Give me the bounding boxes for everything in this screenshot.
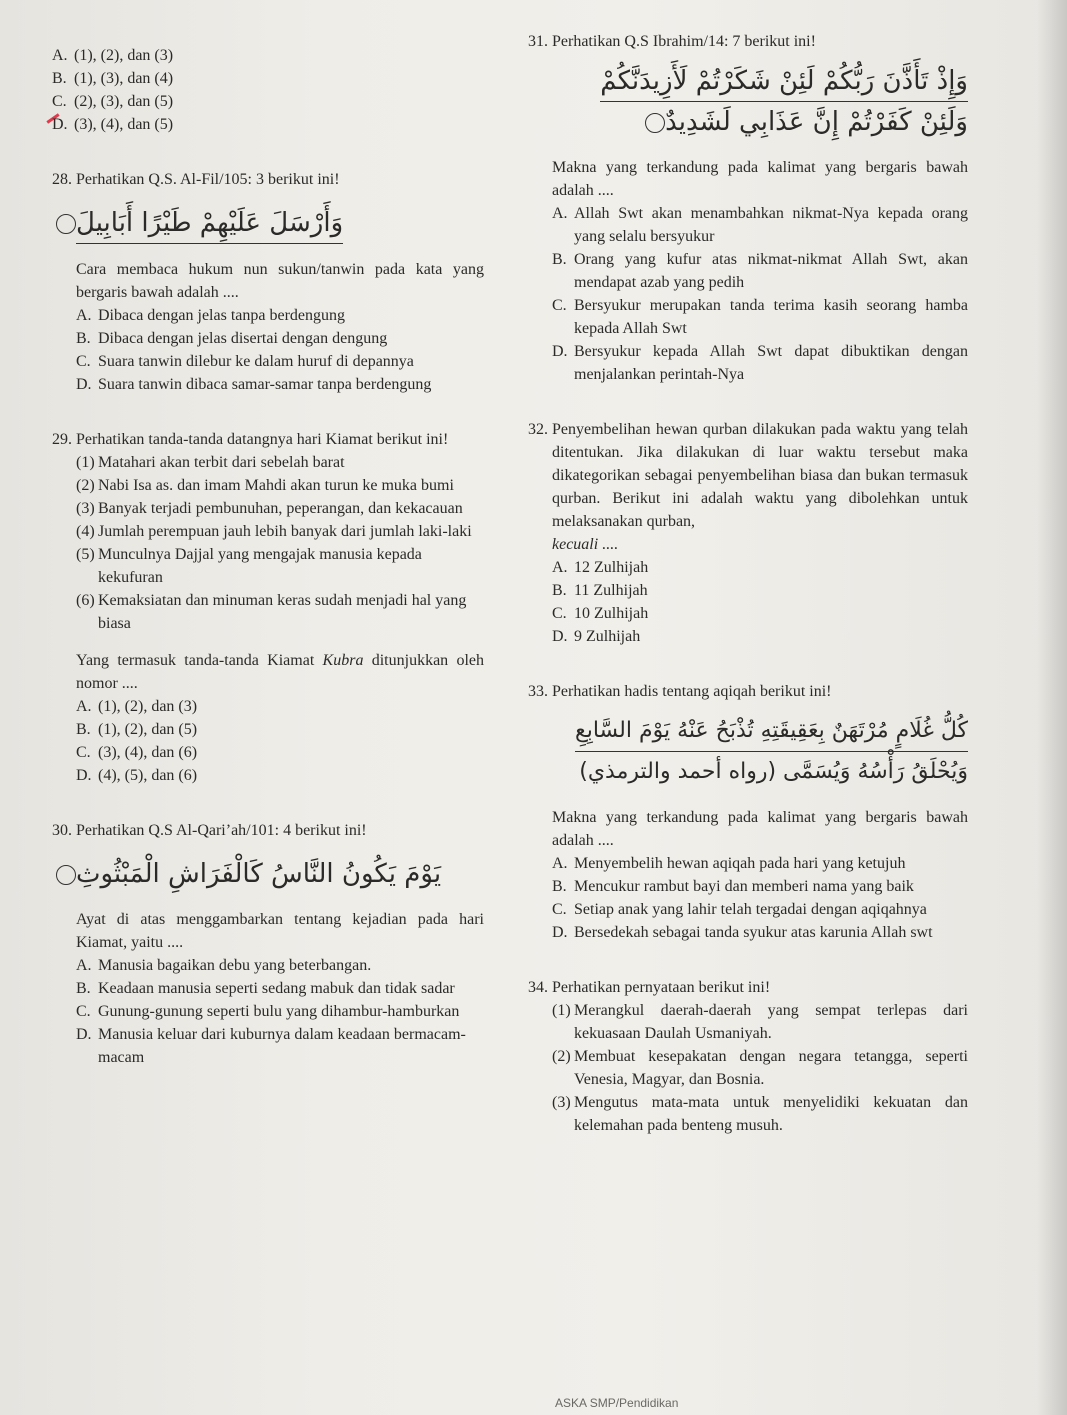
- page-footer: ASKA SMP/Pendidikan: [555, 1396, 679, 1410]
- option: A. Dibaca dengan jelas tanpa berdengung: [76, 307, 346, 324]
- option-selected: D. (3), (4), dan (5): [52, 113, 484, 136]
- right-column: [528, 30, 968, 1137]
- arabic-hadith-underlined: كُلُّ غُلَامٍ مُرْتَهَنٌ بِعَقِيقَتِهِ تُذْبَحُ عَنْهُ يَوْمَ السَّابِعِ: [575, 711, 968, 752]
- q30-arabic-block: [52, 842, 484, 894]
- option: D. Bersyukur kepada Allah Swt dapat dibuktikan dengan menjalankan perintah-Nya: [552, 343, 968, 383]
- q31-question: Makna yang terkandung pada kalimat yang bergaris bawah adalah ....: [552, 159, 968, 199]
- arabic-verse: يَوْمَ يَكُونُ النَّاسُ كَالْفَرَاشِ الْمَبْثُوثِ: [76, 859, 442, 889]
- page-fold-shadow: [1037, 0, 1067, 1415]
- option: D. (4), (5), dan (6): [76, 767, 198, 784]
- q32-kecuali: kecuali ....: [552, 536, 619, 553]
- question-31: 31. Perhatikan Q.S Ibrahim/14: 7 berikut ini!: [528, 33, 816, 50]
- q30-options: [52, 954, 484, 1069]
- ayah-end-icon: [645, 113, 665, 133]
- option: B. (1), (3), dan (4): [52, 70, 174, 87]
- q34-items: [528, 999, 968, 1137]
- option: B. Dibaca dengan jelas disertai dengan dengung: [76, 330, 388, 347]
- list-item: (4) Jumlah perempuan jauh lebih banyak dari jumlah laki-laki: [76, 523, 472, 540]
- arabic-verse: وَأَرْسَلَ عَلَيْهِمْ طَيْرًا أَبَابِيلَ: [76, 203, 343, 244]
- ayah-end-icon: [56, 214, 76, 234]
- option: C. (3), (4), dan (6): [76, 744, 198, 761]
- q33-options: [528, 852, 968, 944]
- option: B. Keadaan manusia seperti sedang mabuk dan tidak sadar: [76, 980, 455, 997]
- arabic-verse-underlined: وَإِذْ تَأَذَّنَ رَبُّكُمْ لَئِنْ شَكَرْتُمْ لَأَزِيدَنَّكُمْ: [600, 61, 968, 102]
- option: A. (1), (2), dan (3): [76, 698, 198, 715]
- list-item: (2) Nabi Isa as. dan imam Mahdi akan turun ke muka bumi: [76, 477, 454, 494]
- option: D. Manusia keluar dari kuburnya dalam keadaan bermacam-macam: [76, 1026, 466, 1066]
- option: A. Allah Swt akan menambahkan nikmat-Nya kepada orang yang selalu bersyukur: [552, 205, 968, 245]
- question-34: 34. Perhatikan pernyataan berikut ini!: [528, 979, 771, 996]
- list-item: (1) Merangkul daerah-daerah yang sempat terlepas dari kekuasaan Daulah Usmaniyah.: [552, 1002, 968, 1042]
- list-item: (3) Banyak terjadi pembunuhan, peperangan, dan kekacauan: [76, 500, 463, 517]
- option: D. Suara tanwin dibaca samar-samar tanpa berdengung: [76, 376, 432, 393]
- question-28: 28. Perhatikan Q.S. Al-Fil/105: 3 berikut ini!: [52, 171, 340, 188]
- option: D. Bersedekah sebagai tanda syukur atas karunia Allah swt: [552, 924, 933, 941]
- option: B. (1), (2), dan (5): [76, 721, 198, 738]
- arabic-verse: وَلَئِنْ كَفَرْتُمْ إِنَّ عَذَابِي لَشَدِيدٌ: [665, 107, 968, 137]
- option: C. 10 Zulhijah: [552, 605, 649, 622]
- q32-options: [528, 556, 968, 648]
- q31-arabic-block: [528, 53, 968, 142]
- q29-items: [52, 451, 484, 635]
- left-column: [52, 44, 484, 1069]
- q30-question: Ayat di atas menggambarkan tentang kejadian pada hari Kiamat, yaitu ....: [76, 911, 484, 951]
- option: C. (2), (3), dan (5): [52, 93, 174, 110]
- option: B. 11 Zulhijah: [552, 582, 648, 599]
- arabic-hadith: وَيُحْلَقُ رَأْسُهُ وَيُسَمَّى (رواه أحمد والترمذي): [579, 759, 968, 784]
- option: A. Manusia bagaikan debu yang beterbangan.: [76, 957, 372, 974]
- q28-question: Cara membaca hukum nun sukun/tanwin pada kata yang bergaris bawah adalah ....: [76, 261, 484, 301]
- list-item: (2) Membuat kesepakatan dengan negara tetangga, seperti Venesia, Magyar, dan Bosnia.: [552, 1048, 968, 1088]
- q33-question: Makna yang terkandung pada kalimat yang bergaris bawah adalah ....: [552, 809, 968, 849]
- option: D. 9 Zulhijah: [552, 628, 641, 645]
- option: A. (1), (2), dan (3): [52, 47, 174, 64]
- list-item: (3) Mengutus mata-mata untuk menyelidiki kekuatan dan kelemahan pada benteng musuh.: [552, 1094, 968, 1134]
- ayah-end-icon: [56, 865, 76, 885]
- option: C. Suara tanwin dilebur ke dalam huruf di depannya: [76, 353, 414, 370]
- option: C. Gunung-gunung seperti bulu yang dihambur-hamburkan: [76, 1003, 460, 1020]
- q28-options: [52, 304, 484, 396]
- question-29: 29. Perhatikan tanda-tanda datangnya hari Kiamat berikut ini!: [52, 431, 449, 448]
- option: B. Mencukur rambut bayi dan memberi nama yang baik: [552, 878, 914, 895]
- question-30: 30. Perhatikan Q.S Al-Qari’ah/101: 4 berikut ini!: [52, 822, 367, 839]
- option: A. 12 Zulhijah: [552, 559, 649, 576]
- question-33: 33. Perhatikan hadis tentang aqiqah berikut ini!: [528, 683, 832, 700]
- q28-arabic-block: [52, 191, 484, 244]
- option: C. Bersyukur merupakan tanda terima kasih seorang hamba kepada Allah Swt: [552, 297, 968, 337]
- q33-arabic-block: [528, 703, 968, 792]
- q27-options: [52, 44, 484, 136]
- q29-question: Yang termasuk tanda-tanda Kiamat Kubra ditunjukkan oleh nomor ....: [76, 652, 484, 692]
- q31-options: [528, 202, 968, 386]
- q29-options: [52, 695, 484, 787]
- option: B. Orang yang kufur atas nikmat-nikmat Allah Swt, akan mendapat azab yang pedih: [552, 251, 968, 291]
- question-32: 32. Penyembelihan hewan qurban dilakukan pada waktu yang telah ditentukan. Jika dilakukan di luar waktu tersebut maka dikategorikan sebagai penyembelihan biasa dan bukan termasuk qurban. Berikut ini adalah waktu yang dibolehkan untuk melaksanakan qurban,: [528, 421, 968, 530]
- list-item: (5) Munculnya Dajjal yang mengajak manusia kepada kekufuran: [76, 546, 422, 586]
- option: C. Setiap anak yang lahir telah tergadai dengan aqiqahnya: [552, 901, 927, 918]
- list-item: (6) Kemaksiatan dan minuman keras sudah menjadi hal yang biasa: [76, 592, 467, 632]
- option: A. Menyembelih hewan aqiqah pada hari yang ketujuh: [552, 855, 906, 872]
- list-item: (1) Matahari akan terbit dari sebelah barat: [76, 454, 345, 471]
